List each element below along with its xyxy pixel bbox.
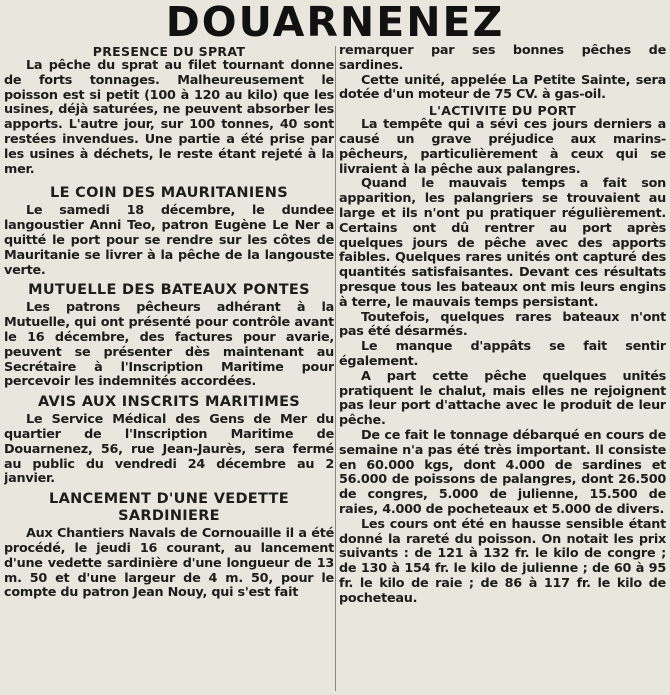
article-headline: MUTUELLE DES BATEAUX PONTES [28,282,310,299]
article-paragraph: Le manque d'appâts se fait sentir également. [339,339,666,369]
article-paragraph: Cette unité, appelée La Petite Sainte, sera dotée d'un moteur de 75 CV. à gas-oil. [339,72,666,103]
article-paragraph: La tempête qui a sévi ces jours derniers a causé un grave préjudice aux marins-pêcheurs, particulièrement à ceux qui se livraient à la pêche aux palangres. [339,117,666,177]
article-paragraph: Aux Chantiers Navals de Cornouaille il a été procédé, le jeudi 16 courant, au lancement d'une vedette sardinière d'une longueur de 13 m. 50 et d'une largeur de 4 m. 50, pour le compte du patron Jean Nouy, qui s'est fait [4,526,334,601]
article-paragraph: La pêche du sprat au filet tournant donne de forts tonnages. Malheureusement le poisson est si petit (100 à 120 au kilo) que les usines, déjà saturées, ne peuvent absorber les apports. L'autre jour, sur 100 tonnes, 40 sont restées invendues. Une partie a été prise par les usines à déchets, le reste étant rejeté à la mer. [4,58,334,177]
article-headline: LANCEMENT D'UNE VEDETTE SARDINIERE [49,491,289,525]
article-paragraph: Toutefois, quelques rares bateaux n'ont pas été désarmés. [339,309,666,340]
article-paragraph: Le Service Médical des Gens de Mer du quartier de l'Inscription Maritime de Douarnenez, 56, rue Jean-Jaurès, sera fermé au public du vendredi 24 décembre au 2 janvier. [4,412,334,487]
article-paragraph: A part cette pêche quelques unités pratiquent le chalut, mais elles ne rejoignent pas leur port d'attache avec le produit de leur pêche. [339,368,666,429]
newspaper-masthead: DOUARNENEZ [165,0,505,46]
article-paragraph: Les cours ont été en hausse sensible étant donné la rareté du poisson. On notait les prix suivants : de 121 à 132 fr. le kilo de congre ; de 130 à 154 fr. le kilo de julienne ; de 60 à 95 fr. le kilo de raie ; de 86 à 117 fr. le kilo de pocheteau. [339,516,666,606]
right-column [339,44,666,695]
article-paragraph: remarquer par ses bonnes pêches de sardines. [339,44,666,73]
article-paragraph: Quand le mauvais temps a fait son apparition, les palangriers se trouvaient au large et ils n'ont pu pratiquer régulièrement. Certains ont dû rentrer au port après quelques jours de pêche avec des apports faibles. Quelques rares unités ont capturé des quantités satisfaisantes. Devant ces résultats presque tous les bateaux ont mis leurs engins à terre, le mauvais temps persistant. [339,176,666,310]
article-paragraph: Les patrons pêcheurs adhérant à la Mutuelle, qui ont présenté pour contrôle avant le 16 décembre, des factures pour avarie, peuvent se présenter dès maintenant au Secrétaire à l'Inscription Maritime pour percevoir les indemnités accordées. [4,300,334,390]
article-paragraph: De ce fait le tonnage débarqué en cours de semaine n'a pas été très important. Il consiste en 60.000 kgs, dont 4.000 de sardines et 56.000 de poissons de palangres, dont 26.500 de congres, 5.000 de julienne, 15.500 de raies, 4.000 de pocheteaux et 5.000 de divers. [339,427,666,517]
article-headline: LE COIN DES MAURITANIENS [50,185,288,202]
article-headline: L'ACTIVITE DU PORT [428,103,577,119]
article-paragraph: Le samedi 18 décembre, le dundee langoustier Anni Teo, patron Eugène Le Ner a quitté le port pour se rendre sur les côtes de Mauritanie se livrer à la pêche de la langouste verte. [4,203,334,278]
column-divider [335,46,336,691]
article-headline: PRESENCE DU SPRAT [92,44,246,59]
article-headline: AVIS AUX INSCRITS MARITIMES [37,394,301,411]
left-column [4,44,334,695]
spacer [4,177,334,181]
